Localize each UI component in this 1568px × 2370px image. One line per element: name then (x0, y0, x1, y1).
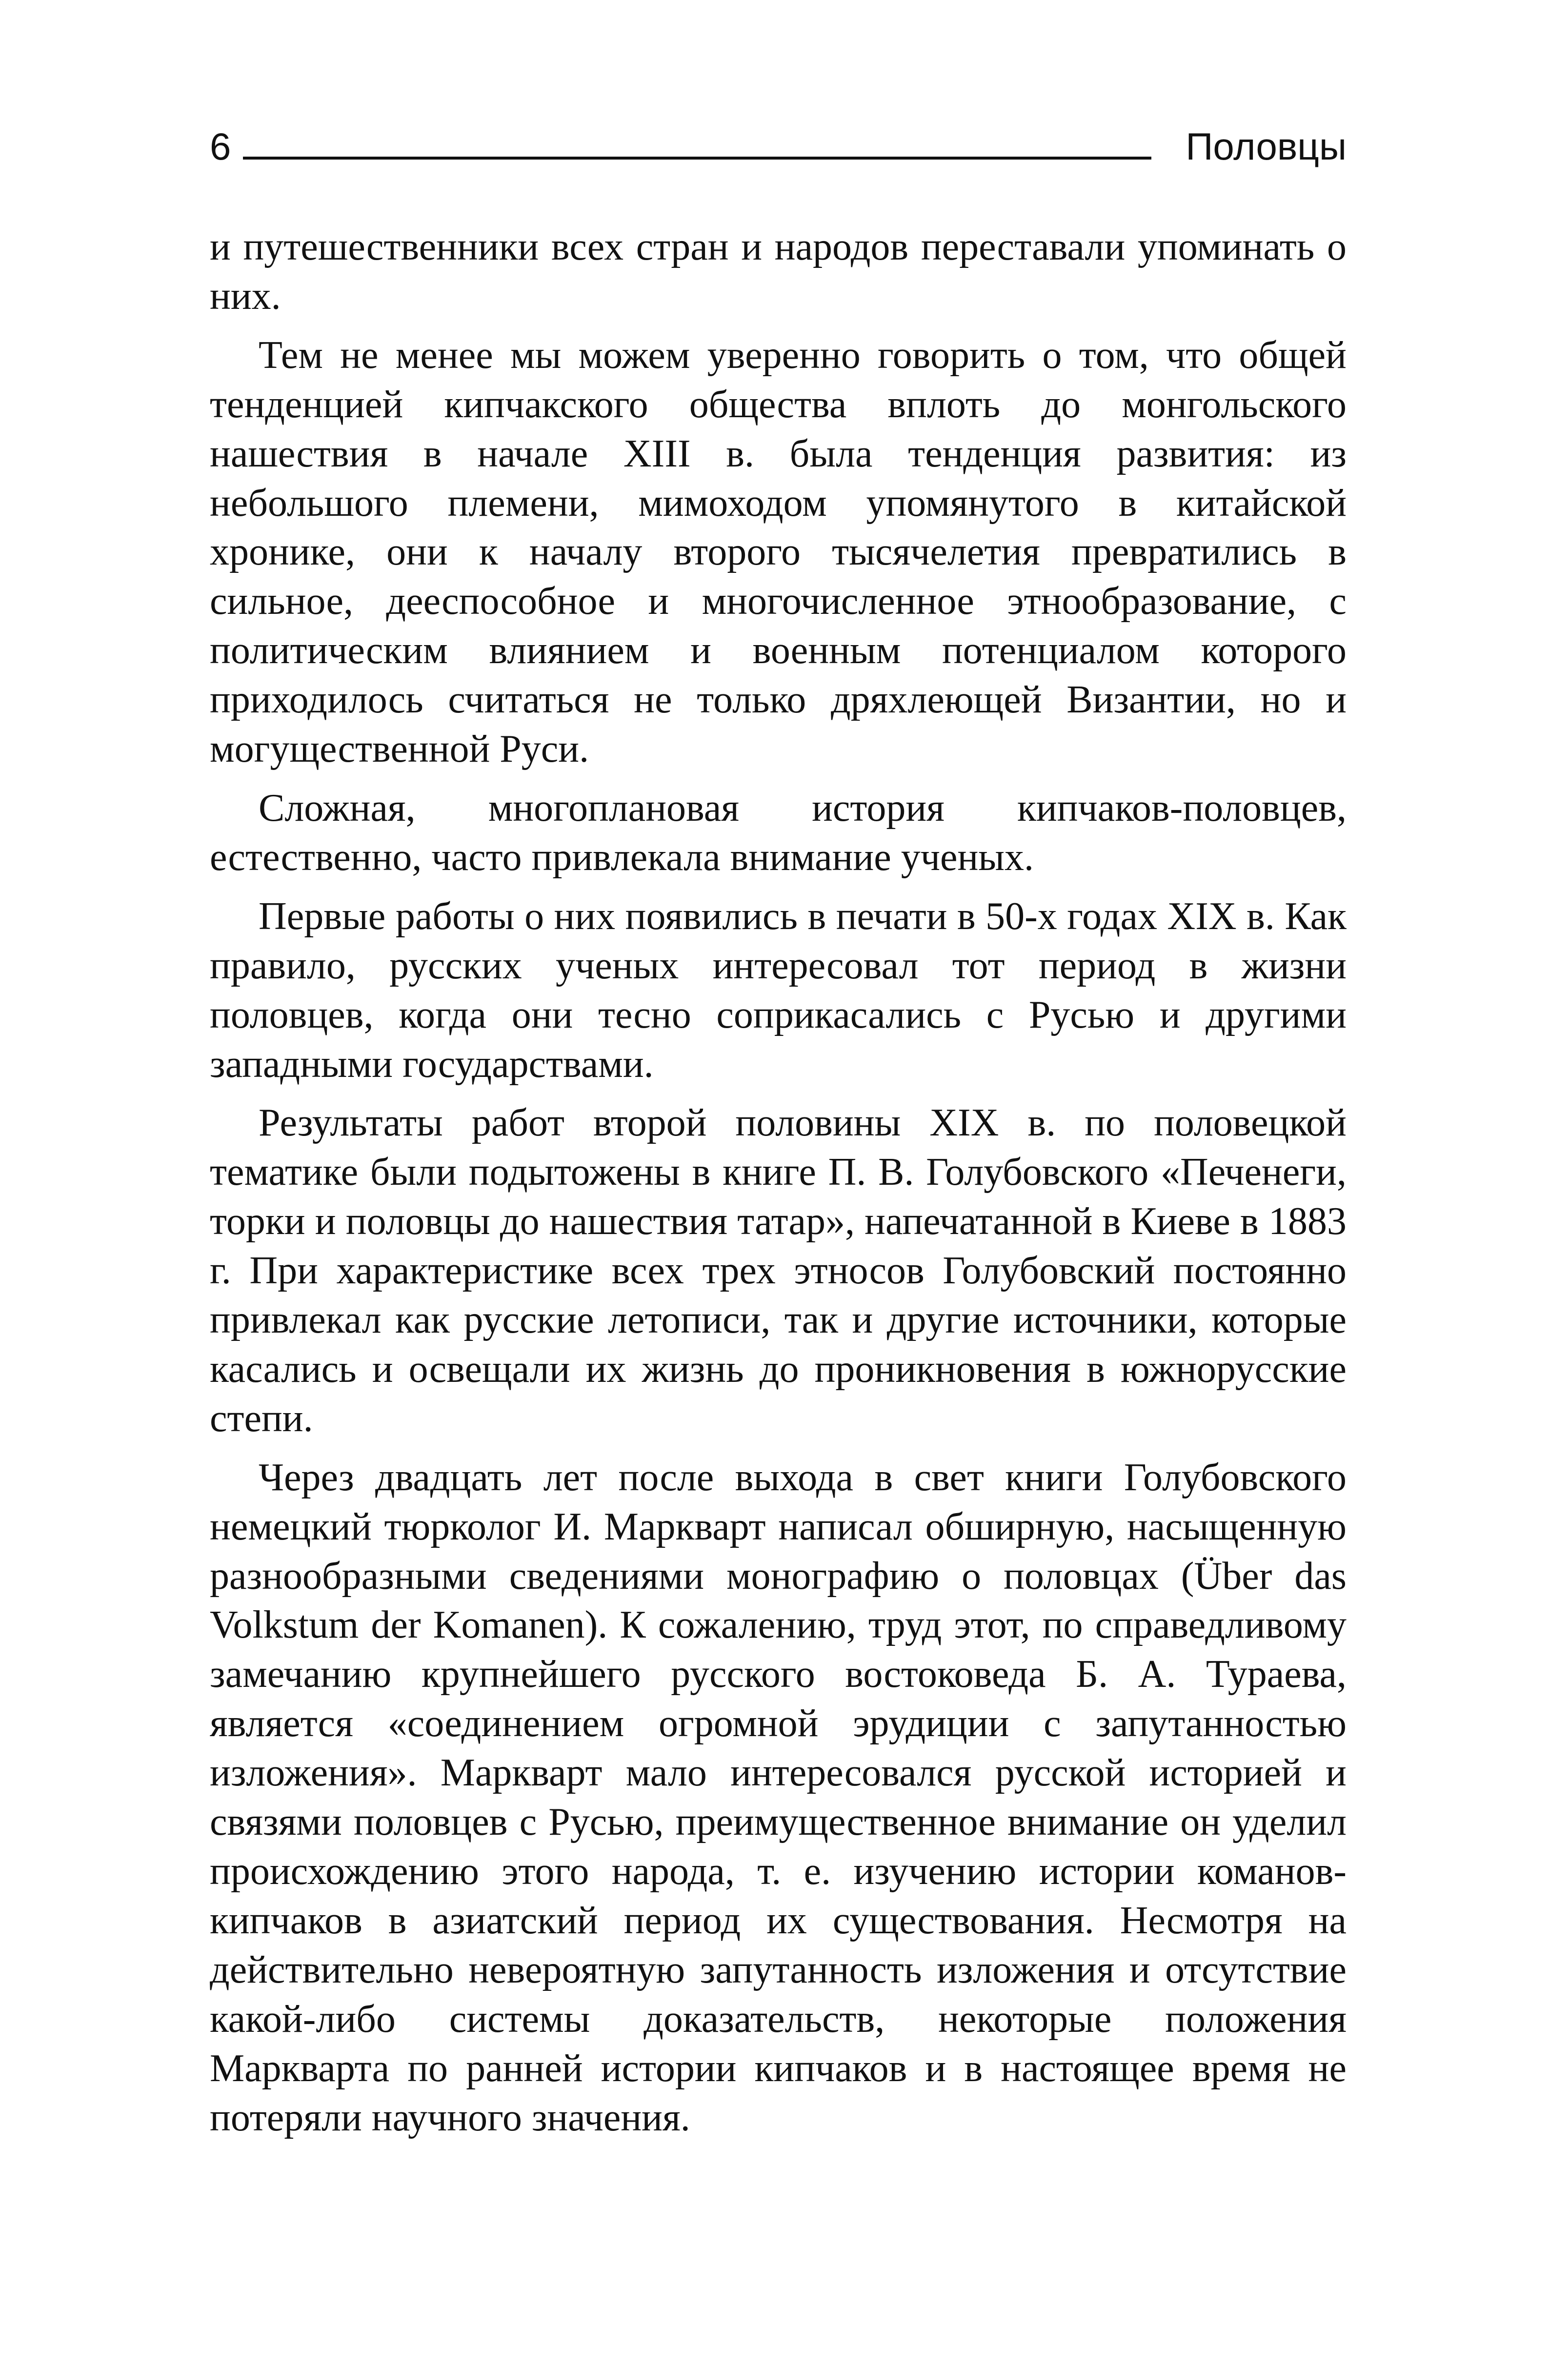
paragraph: Первые работы о них появились в печати в 50-х годах XIX в. Как правило, русских ученых интересовал тот период в жизни половцев, когда они тесно соприкасались с Русью и другими западными государствами. (210, 894, 1347, 1086)
body-text (210, 223, 1347, 2152)
page-number: 6 (210, 125, 231, 168)
header-rule (243, 157, 1151, 160)
paragraph: Результаты работ второй половины XIX в. по половецкой тематике были подытожены в книге П. В. Голубовского «Печенеги, торки и половцы до нашествия татар», напечатанной в Киеве в 1883 г. При характеристике всех трех этносов Голубовский постоянно привлекал как русские летописи, так и другие источники, которые касались и освещали их жизнь до проникновения в южнорусские степи. (210, 1101, 1347, 1440)
running-title: Половцы (1186, 125, 1347, 168)
paragraph: Тем не менее мы можем уверенно говорить о том, что общей тенденцией кипчакского общества вплоть до монгольского нашествия в начале XIII в. была тенденция развития: из небольшого племени, мимоходом упомянутого в китайской хронике, они к началу второго тысячелетия превратились в сильное, дееспособное и многочисленное этнообразование, с политическим влиянием и военным потенциалом которого приходилось считаться не только дряхлеющей Византии, но и могущественной Руси. (210, 333, 1347, 771)
paragraph: Сложная, многоплановая история кипчаков-половцев, естественно, часто привлекала внимание ученых. (210, 786, 1347, 879)
paragraph-continuation: и путешественники всех стран и народов переставали упоминать о них. (210, 225, 1347, 318)
running-head (210, 124, 1347, 168)
paragraph: Через двадцать лет после выхода в свет книги Голубовского немецкий тюрколог И. Маркварт написал обширную, насыщенную разнообразными сведениями монографию о половцах (Über das Volkstum der Komanen). К сожалению, труд этот, по справедливому замечанию крупнейшего русского востоковеда Б. А. Тураева, является «соединением огромной эрудиции с запутанностью изложения». Маркварт мало интересовался русской историей и связями половцев с Русью, преимущественное внимание он уделил происхождению этого народа, т. е. изучению истории команов-кипчаков в азиатский период их существования. Несмотря на действительно невероятную запутанность изложения и отсутствие какой-либо системы доказательств, некоторые положения Маркварта по ранней истории кипчаков и в настоящее время не потеряли научного значения. (210, 1456, 1347, 2139)
